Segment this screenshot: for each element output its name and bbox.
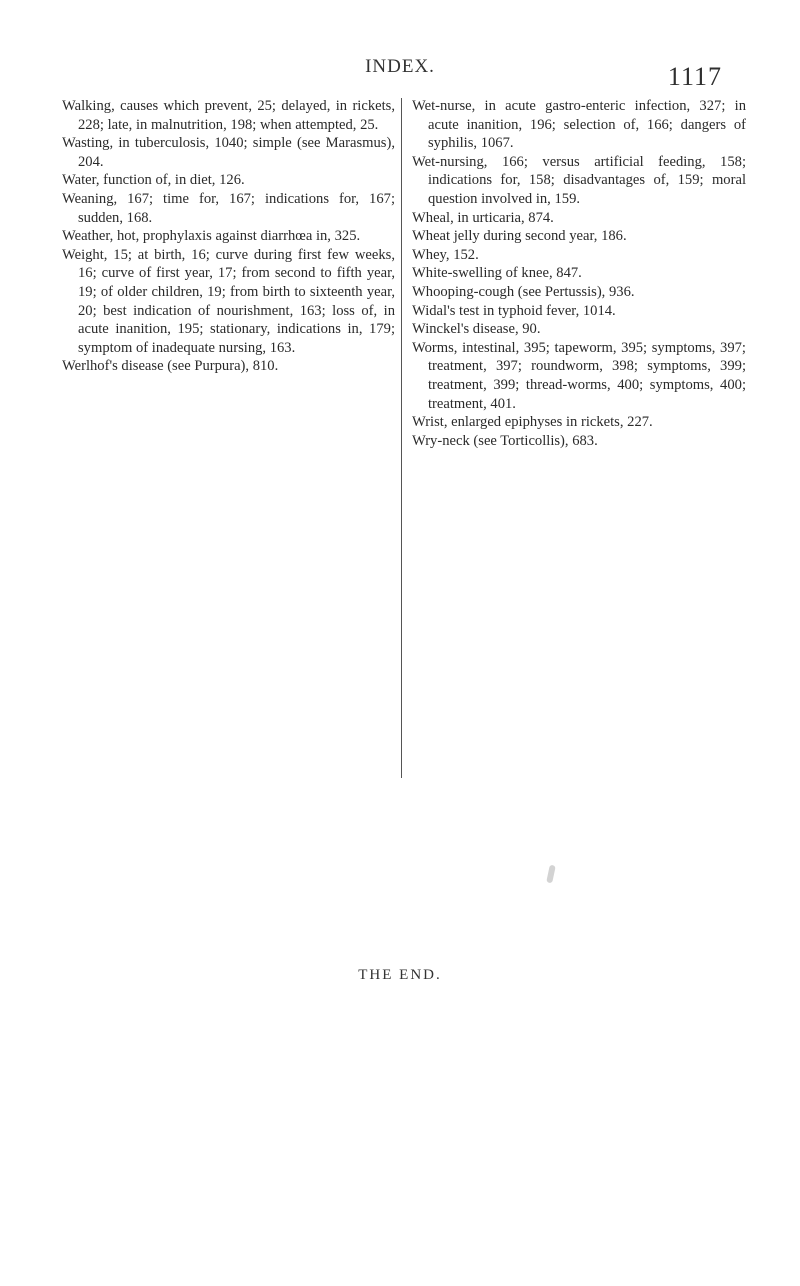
index-entry: Worms, intestinal, 395; tapeworm, 395; symptoms, 397; treatment, 397; roundworm, 398; symptoms, 399; treatment, 399; thread-worms, 400; symptoms, 400; treatment, 401. (412, 339, 746, 412)
index-entry: White-swelling of knee, 847. (412, 265, 582, 282)
index-entry: Weight, 15; at birth, 16; curve during first few weeks, 16; curve of first year, 17; from second to fifth year, 19; of older children, 19; from birth to sixteenth year, 20; best indication of nourishment, 163; loss of, in acute inanition, 195; stationary, indications in, 179; symptom of inadequate nursing, 163. (62, 246, 395, 356)
index-entry: Weaning, 167; time for, 167; indications for, 167; sudden, 168. (62, 190, 395, 226)
index-entry: Weather, hot, prophylaxis against diarrhœa in, 325. (62, 228, 361, 245)
index-entry: Winckel's disease, 90. (412, 321, 541, 338)
index-column-left (62, 97, 395, 376)
index-entry: Walking, causes which prevent, 25; delayed, in rickets, 228; late, in malnutrition, 198; when attempted, 25. (62, 98, 395, 133)
index-entry: Wet-nurse, in acute gastro-enteric infection, 327; in acute inanition, 196; selection of, 166; dangers of syphilis, 1067. (412, 98, 746, 152)
index-column-right (412, 97, 746, 450)
ink-speck (546, 865, 556, 884)
running-header-title: INDEX. (365, 56, 435, 77)
index-entry: Wheal, in urticaria, 874. (412, 209, 554, 226)
index-entry: Whooping-cough (see Pertussis), 936. (412, 283, 635, 300)
index-entry: Wet-nursing, 166; versus artificial feeding, 158; indications for, 158; disadvantages of, 159; moral question involved in, 159. (412, 153, 746, 207)
index-entry: Werlhof's disease (see Purpura), 810. (62, 358, 279, 375)
index-entry: Whey, 152. (412, 246, 479, 263)
the-end-mark: THE END. (358, 967, 442, 983)
page-number: 1117 (667, 62, 722, 91)
index-entry: Wasting, in tuberculosis, 1040; simple (see Marasmus), 204. (62, 135, 395, 170)
index-entry: Water, function of, in diet, 126. (62, 172, 245, 189)
index-entry: Wheat jelly during second year, 186. (412, 228, 627, 245)
index-entry: Wrist, enlarged epiphyses in rickets, 227. (412, 414, 653, 431)
index-entry: Wry-neck (see Torticollis), 683. (412, 432, 598, 449)
column-divider (401, 98, 402, 778)
index-entry: Widal's test in typhoid fever, 1014. (412, 302, 616, 319)
